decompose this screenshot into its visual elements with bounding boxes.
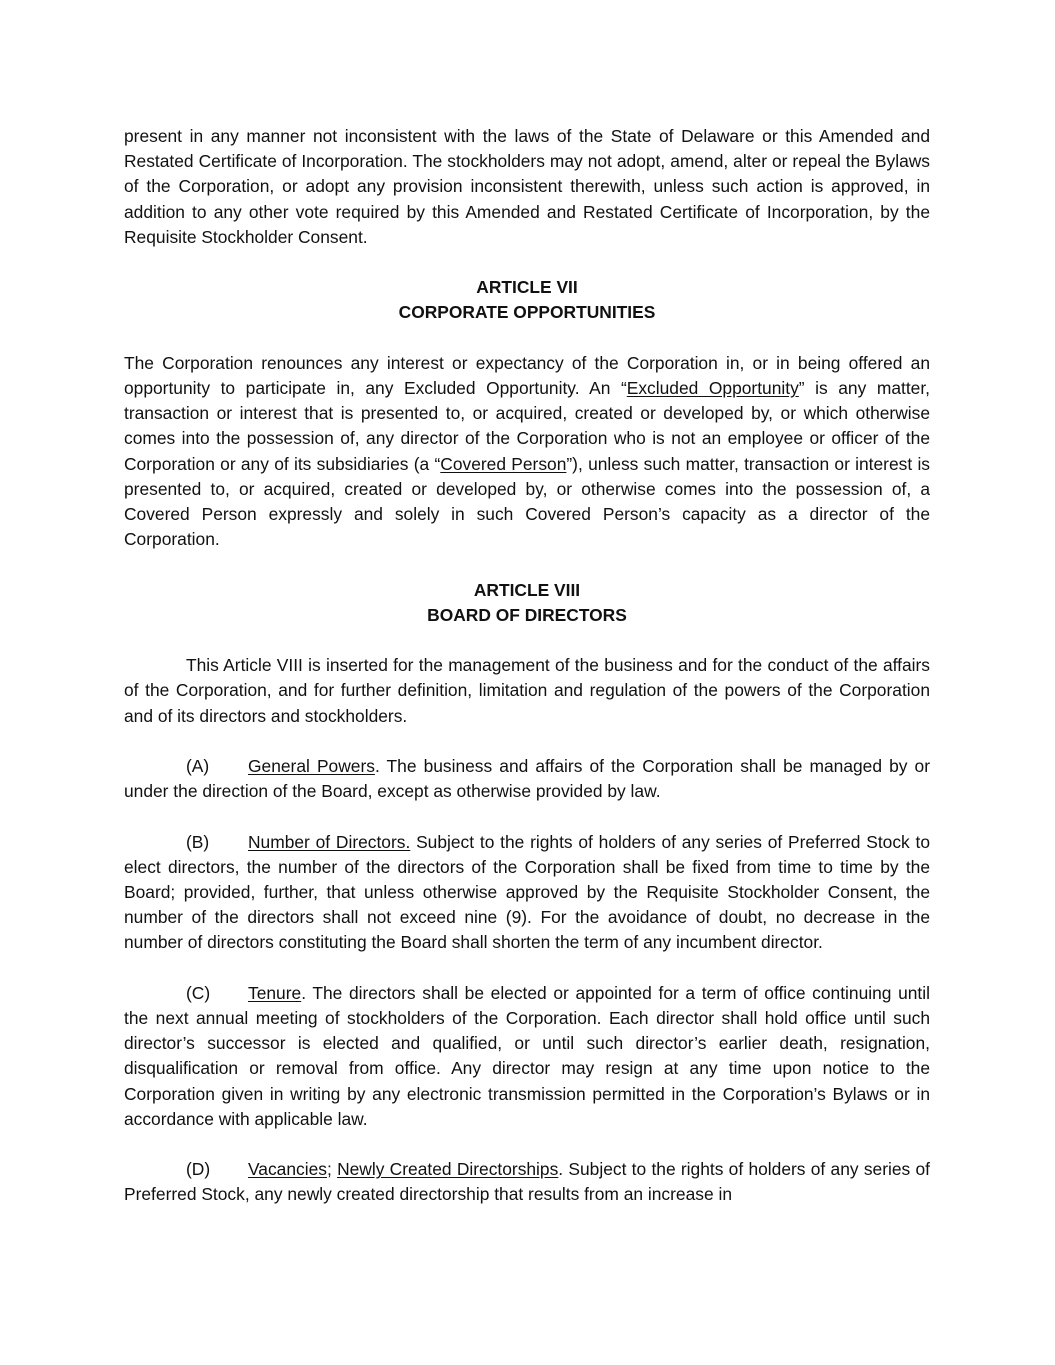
section-b-label: (B) [186,831,210,852]
section-a-heading: General Powers [248,756,375,776]
spacer [124,250,930,275]
spacer [124,729,930,754]
spacer [124,552,930,577]
article-viii-title: BOARD OF DIRECTORS [427,604,627,625]
section-b-paragraph [124,830,930,956]
section-b-text: Subject to the rights of holders of any series of Preferred Stock to elect directors, the number of the directors of the Corporation shall be fixed from time to time by the Board; provided, further, that unless otherwise approved by the Requisite Stockholder Consent, the number of the directors shall not exceed nine (9). For the avoidance of doubt, no decrease in the number of directors constituting the Board shall shorten the term of any incumbent director. [124,831,931,953]
intro-paragraph: present in any manner not inconsistent with the laws of the State of Delaware or this Amended and Restated Certificate of Incorporation. The stockholders may not adopt, amend, alter or repeal the Bylaws of the Corporation, or adopt any provision inconsistent therewith, unless such action is approved, in addition to any other vote required by this Amended and Restated Certificate of Incorporation, by the Requisite Stockholder Consent. [124,126,930,247]
defined-term-excluded-opportunity: Excluded Opportunity [626,378,799,398]
section-d-label: (D) [186,1159,211,1180]
article-vii-text-1: The Corporation renounces any interest or expectancy of the Corporation in, or in being offered an opportunity to participate in, any Excluded Opportunity. An “ [124,352,930,398]
section-a-text: . The business and affairs of the Corporation shall be managed by or under the direction of the Board, except as otherwise provided by law. [124,756,930,802]
article-vii-text-2: ” is any matter, transaction or interest that is presented to, or acquired, created or developed by, or which otherwise comes into the possession of, any director of the Corporation who is not an employee or officer of the Corporation or any of its subsidiaries (a “ [124,378,931,474]
article-vii-paragraph [124,351,930,553]
spacer [124,956,930,981]
section-d-heading: Vacancies [248,1159,327,1180]
section-c-heading: Tenure [248,982,302,1003]
section-d-separator: ; [326,1159,338,1180]
article-viii-intro: This Article VIII is inserted for the management of the business and for the conduct of the affairs of the Corporation, and for further definition, limitation and regulation of the powers of the Corporation and of its directors and stockholders. [124,655,930,726]
section-a-paragraph [124,754,930,804]
spacer [124,804,930,829]
article-vii-number: ARTICLE VII [476,277,578,298]
section-b-heading: Number of Directors. [248,831,411,852]
spacer [124,1132,930,1157]
section-c-label: (C) [186,982,211,1003]
section-d-heading-2: Newly Created Directorships [337,1159,559,1180]
article-vii-title: CORPORATE OPPORTUNITIES [398,302,656,323]
section-c-text: . The directors shall be elected or appointed for a term of office continuing until the next annual meeting of stockholders of the Corporation. Each director shall hold office until such director’s successor is elected and qualified, or until such director’s earlier death, resignation, disqualification or removal from office. Any director may resign at any time upon notice to the Corporation given in writing by any electronic transmission permitted in the Corporation’s Bylaws or in accordance with applicable law. [124,982,930,1129]
section-d-paragraph [124,1157,930,1207]
spacer [124,628,930,653]
section-a-label: (A) [186,756,210,776]
article-vii-text-3: ”), unless such matter, transaction or interest is presented to, or acquired, created or developed by, or otherwise comes into the possession of, a Covered Person expressly and solely in such Covered Person’s capacity as a director of the Corporation. [124,453,931,550]
defined-term-covered-person: Covered Person [440,453,567,474]
section-d-text: . Subject to the rights of holders of any series of Preferred Stock, any newly created directorship that results from an increase in [124,1159,930,1205]
article-viii-number: ARTICLE VIII [473,579,581,600]
section-c-paragraph [124,981,930,1132]
spacer [124,326,930,351]
